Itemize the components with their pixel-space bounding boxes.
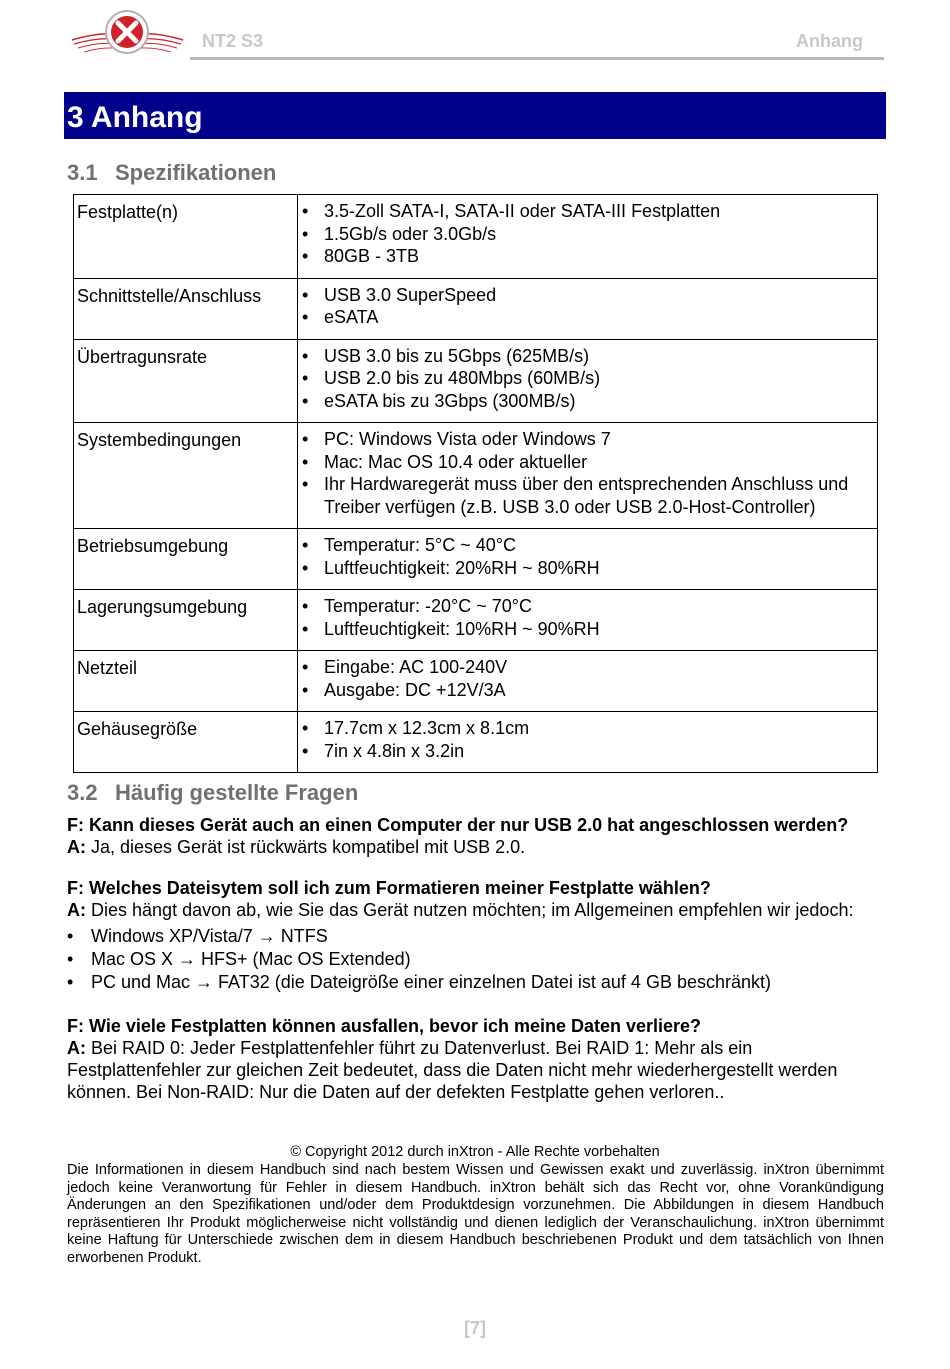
section-title: Häufig gestellte Fragen [115, 780, 359, 805]
page-header [0, 0, 950, 70]
faq-question: F: Wie viele Festplatten können ausfallen, bevor ich meine Daten verliere? [67, 1016, 702, 1036]
chapter-heading [64, 92, 886, 139]
disclaimer-text: Die Informationen in diesem Handbuch sind nach bestem Wissen und Gewissen exakt und zuverlässig. inXtron übernimmt jedoch keine Veranwortung für Fehler in diesem Handbuch. inXtron behält sich das Recht vor, ohne Vorankündigung Änderungen an den Spezifikationen und/oder dem Produktdesign vorzunehmen. Die Abbildungen in diesem Handbuch repräsentieren Ihr Produkt möglicherweise nicht vollständig und dienen lediglich der Veranschaulichung. inXtron übernimmt keine Haftung für Unterschiede zwischen dem in diesem Handbuch beschriebenen Produkt und dem tatsächlich von Ihnen erworbenen Produkt. [67, 1162, 884, 1266]
faq-answer: A: Dies hängt davon ab, wie Sie das Gerät nutzen möchten; im Allgemeinen empfehlen wir jedoch: [67, 900, 854, 920]
spec-label: Betriebsumgebung [74, 529, 298, 590]
section-number: 3.1 [67, 160, 98, 185]
spec-values [298, 195, 878, 279]
list-item: • 7in x 4.8in x 3.2in [298, 740, 871, 763]
inxtron-logo [70, 6, 185, 62]
faq-question: F: Welches Dateisytem soll ich zum Formatieren meiner Festplatte wählen? [67, 878, 711, 898]
table-row [74, 339, 878, 423]
spec-value-list [298, 200, 871, 268]
list-item: • Ihr Hardwaregerät muss über den entsprechenden Anschluss und Treiber verfügen (z.B. USB 3.0 oder USB 2.0-Host-Controller) [298, 473, 871, 518]
list-item: • Luftfeuchtigkeit: 10%RH ~ 90%RH [298, 618, 871, 641]
faq-item [67, 814, 887, 858]
section-heading-faq [67, 780, 358, 806]
section-title: Spezifikationen [115, 160, 277, 185]
faq-question: F: Kann dieses Gerät auch an einen Computer der nur USB 2.0 hat angeschlossen werden? [67, 815, 849, 835]
spec-value-list [298, 656, 871, 701]
copyright-notice: © Copyright 2012 durch inXtron - Alle Rechte vorbehalten [290, 1144, 660, 1160]
page-number: [7] [464, 1318, 486, 1338]
spec-label: Netzteil [74, 651, 298, 712]
list-item: • 80GB - 3TB [298, 245, 871, 268]
list-item: • 1.5Gb/s oder 3.0Gb/s [298, 223, 871, 246]
header-section: Anhang [796, 31, 863, 51]
spec-values [298, 339, 878, 423]
spec-label: Schnittstelle/Anschluss [74, 278, 298, 339]
list-item: • Luftfeuchtigkeit: 20%RH ~ 80%RH [298, 557, 871, 580]
spec-values [298, 651, 878, 712]
spec-value-list [298, 534, 871, 579]
list-item: • PC: Windows Vista oder Windows 7 [298, 428, 871, 451]
spec-values [298, 278, 878, 339]
list-item: • Ausgabe: DC +12V/3A [298, 679, 871, 702]
spec-label: Systembedingungen [74, 423, 298, 529]
spec-value-list [298, 717, 871, 762]
list-item: • eSATA [298, 306, 871, 329]
spec-values [298, 423, 878, 529]
table-row [74, 195, 878, 279]
table-row [74, 423, 878, 529]
spec-value-list [298, 284, 871, 329]
spec-value-list [298, 428, 871, 518]
list-item: • Mac OS X → HFS+ (Mac OS Extended) [67, 948, 887, 970]
header-divider [190, 57, 884, 60]
faq-item [67, 1015, 887, 1103]
table-row [74, 590, 878, 651]
list-item: • Temperatur: -20°C ~ 70°C [298, 595, 871, 618]
spec-values [298, 529, 878, 590]
spec-label: Lagerungsumgebung [74, 590, 298, 651]
section-number: 3.2 [67, 780, 98, 805]
spec-values [298, 590, 878, 651]
chapter-title: 3 Anhang [67, 101, 203, 134]
faq-answer: A: Ja, dieses Gerät ist rückwärts kompatibel mit USB 2.0. [67, 837, 526, 857]
spec-table [73, 194, 878, 773]
list-item: • USB 3.0 bis zu 5Gbps (625MB/s) [298, 345, 871, 368]
header-product: NT2 S3 [202, 31, 264, 51]
list-item: • Windows XP/Vista/7 → NTFS [67, 925, 887, 947]
table-row [74, 712, 878, 773]
list-item: • eSATA bis zu 3Gbps (300MB/s) [298, 390, 871, 413]
spec-label: Festplatte(n) [74, 195, 298, 279]
faq-item [67, 877, 887, 994]
spec-label: Übertragunsrate [74, 339, 298, 423]
faq-answer: A: Bei RAID 0: Jeder Festplattenfehler führt zu Datenverlust. Bei RAID 1: Mehr als ein Festplattenfehler zur gleichen Zeit bedeutet, dass die Daten nicht mehr wiederhergestellt werden können. Bei Non-RAID: Nur die Daten auf der defekten Festplatte gehen verloren.. [67, 1038, 838, 1102]
faq-answer-list [67, 925, 887, 993]
list-item: • Eingabe: AC 100-240V [298, 656, 871, 679]
list-item: • USB 3.0 SuperSpeed [298, 284, 871, 307]
list-item: • USB 2.0 bis zu 480Mbps (60MB/s) [298, 367, 871, 390]
list-item: • Mac: Mac OS 10.4 oder aktueller [298, 451, 871, 474]
section-heading-specs [67, 160, 276, 186]
spec-value-list [298, 595, 871, 640]
list-item: • PC und Mac → FAT32 (die Dateigröße einer einzelnen Datei ist auf 4 GB beschränkt) [67, 971, 887, 993]
spec-label: Gehäusegröße [74, 712, 298, 773]
table-row [74, 651, 878, 712]
list-item: • 3.5-Zoll SATA-I, SATA-II oder SATA-III Festplatten [298, 200, 871, 223]
spec-values [298, 712, 878, 773]
table-row [74, 529, 878, 590]
list-item: • 17.7cm x 12.3cm x 8.1cm [298, 717, 871, 740]
list-item: • Temperatur: 5°C ~ 40°C [298, 534, 871, 557]
table-row [74, 278, 878, 339]
spec-value-list [298, 345, 871, 413]
